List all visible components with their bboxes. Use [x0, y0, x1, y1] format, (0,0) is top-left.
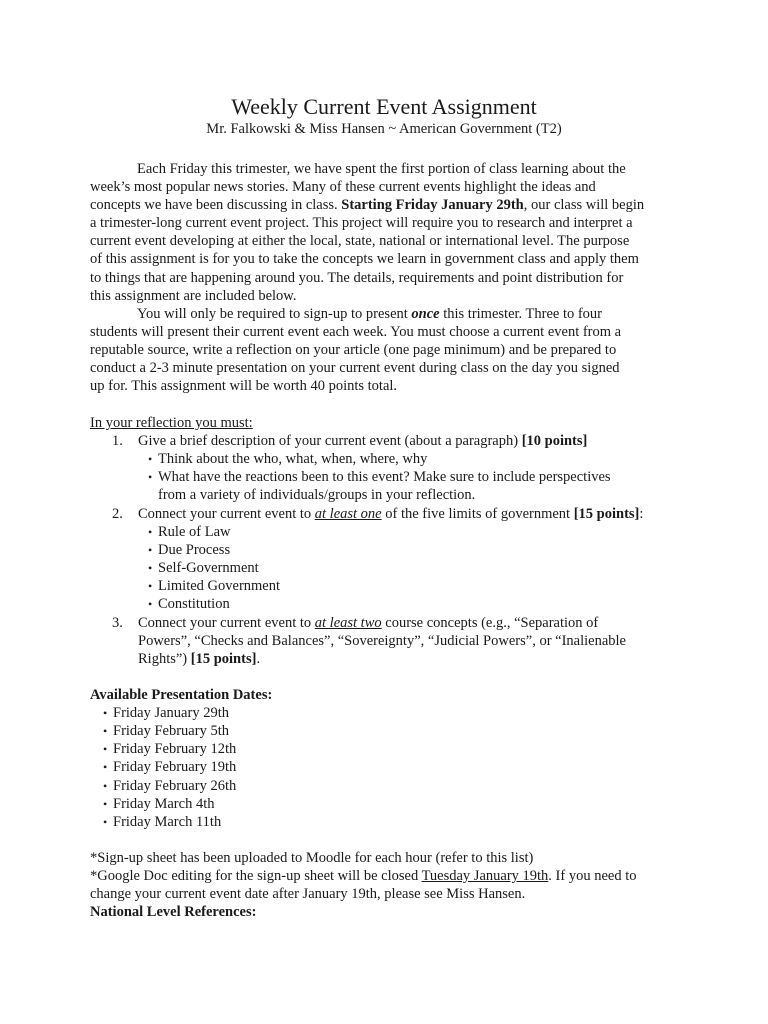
reflection-heading: In your reflection you must: [90, 415, 253, 431]
item-text: of the five limits of government [381, 506, 574, 522]
date-item: • Friday February 5th [103, 722, 229, 740]
date-item: • Friday January 29th [103, 704, 229, 722]
points-label: [15 points] [190, 651, 257, 667]
text-line: reputable source, write a reflection on your article (one page minimum) and be prepared to [90, 341, 617, 358]
note-line: *Sign-up sheet has been uploaded to Moodle for each hour (refer to this list) [90, 850, 534, 866]
date-item: • Friday February 12th [103, 740, 236, 758]
note-text: *Google Doc editing for the sign-up sheet will be closed [90, 868, 422, 884]
note-line: change your current event date after January 19th, please see Miss Hansen. [90, 886, 526, 902]
intro-paragraphs [90, 160, 690, 395]
list-item: • Constitution [148, 595, 230, 613]
list-item-continuation: from a variety of individuals/groups in your reflection. [158, 487, 476, 503]
list-item: • Due Process [148, 541, 230, 559]
item-text: Give a brief description of your current event (about a paragraph) [138, 433, 522, 449]
item-number: 1. [112, 433, 123, 449]
text-line: to things that are happening around you. The details, requirements and point distribution for [90, 269, 624, 286]
reflection-item-3 [112, 614, 598, 632]
item-text: Connect your current event to [138, 615, 315, 631]
emphasis-text: at least two [314, 615, 382, 631]
item-text: Rights”) [138, 651, 191, 667]
reflection-item-2 [112, 505, 643, 523]
list-item: • Self-Government [148, 559, 259, 577]
dates-heading: Available Presentation Dates: [90, 687, 273, 703]
item-continuation [138, 650, 260, 668]
list-item: • What have the reactions been to this event? Make sure to include perspectives [148, 468, 611, 486]
text-line [90, 305, 690, 323]
item-text: . [256, 651, 261, 667]
item-text: course concepts (e.g., “Separation of [381, 615, 599, 631]
item-number: 3. [112, 615, 123, 631]
reflection-item-1 [112, 432, 587, 450]
text-line: a trimester-long current event project. This project will require you to research and interpret a [90, 215, 633, 232]
text-span: You will only be required to sign-up to present [137, 305, 412, 322]
text-line: conduct a 2-3 minute presentation on your current event during class on the day you signed [90, 360, 620, 377]
text-line: week’s most popular news stories. Many of these current events highlight the ideas and [90, 179, 596, 196]
text-span: this trimester. Three to four [439, 305, 603, 322]
emphasis-text: at least one [314, 506, 382, 522]
start-date-bold: Starting Friday January 29th [341, 197, 524, 214]
date-item: • Friday March 4th [103, 795, 214, 813]
list-item: • Limited Government [148, 577, 280, 595]
text-line [90, 196, 690, 214]
list-item: • Rule of Law [148, 523, 230, 541]
points-label: [10 points] [521, 433, 588, 449]
text-span: , our class will begin [523, 197, 645, 214]
item-text: Connect your current event to [138, 506, 315, 522]
item-continuation: Powers”, “Checks and Balances”, “Sovereignty”, “Judicial Powers”, or “Inalienable [138, 633, 626, 649]
note-line [90, 867, 636, 885]
once-emphasis: once [411, 305, 440, 322]
date-item: • Friday March 11th [103, 813, 221, 831]
note-text: . If you need to [548, 868, 637, 884]
item-text: : [639, 506, 644, 522]
item-number: 2. [112, 506, 123, 522]
date-item: • Friday February 26th [103, 777, 236, 795]
points-label: [15 points] [573, 506, 640, 522]
close-date-underlined: Tuesday January 19th [421, 868, 549, 884]
document-subtitle: Mr. Falkowski & Miss Hansen ~ American Government (T2) [206, 121, 562, 137]
text-line: current event developing at either the local, state, national or international level. The purpose [90, 233, 630, 250]
text-line: up for. This assignment will be worth 40 points total. [90, 378, 398, 395]
text-line: this assignment are included below. [90, 287, 297, 304]
document-title: Weekly Current Event Assignment [231, 94, 537, 119]
text-span: concepts we have been discussing in class. [90, 197, 338, 214]
national-references-heading: National Level References: [90, 904, 257, 920]
date-item: • Friday February 19th [103, 758, 236, 776]
text-line: students will present their current event each week. You must choose a current event from a [90, 323, 622, 340]
text-line: of this assignment is for you to take the concepts we learn in government class and apply them [90, 251, 639, 268]
text-line: Each Friday this trimester, we have spent the first portion of class learning about the [137, 161, 626, 177]
list-item: • Think about the who, what, when, where, why [148, 450, 427, 468]
